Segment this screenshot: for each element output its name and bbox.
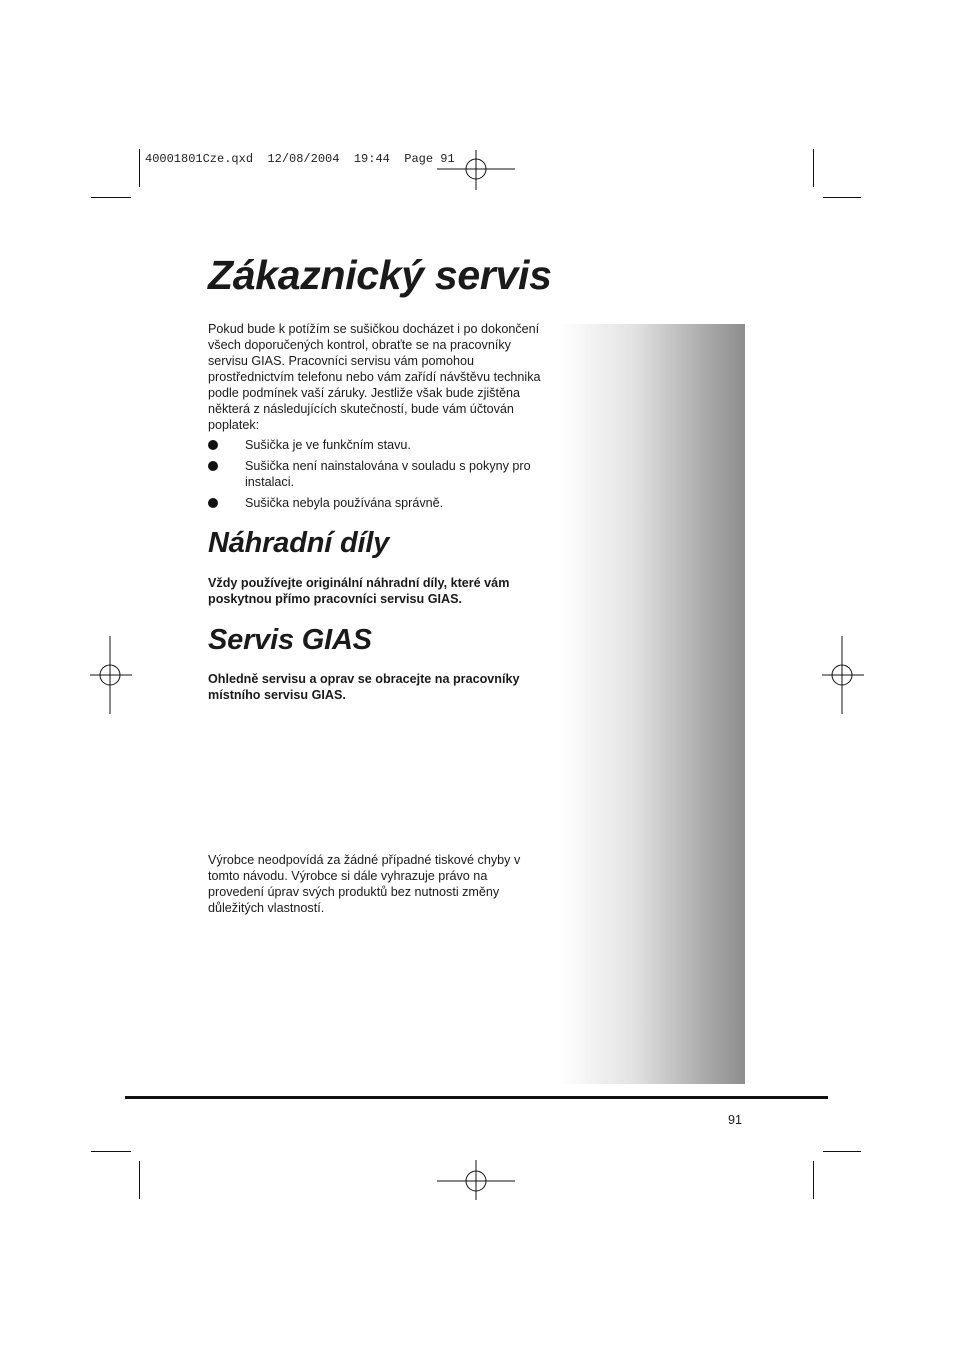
list-item-text: Sušička je ve funkčním stavu.: [245, 438, 411, 452]
list-item-text: instalaci.: [245, 475, 294, 489]
spare-parts-line: Vždy používejte originální náhradní díly, které vám: [208, 576, 510, 590]
intro-line: servisu GIAS. Pracovníci servisu vám pomohou: [208, 354, 474, 368]
bullet-icon: [208, 461, 218, 471]
registration-mark-top-icon: [437, 150, 517, 190]
disclaimer-line: důležitých vlastností.: [208, 901, 325, 915]
intro-line: všech doporučených kontrol, obraťte se na pracovníky: [208, 338, 511, 352]
disclaimer-paragraph: [208, 852, 553, 916]
list-item: [208, 437, 553, 453]
gias-service-heading: Servis GIAS: [208, 624, 372, 656]
condition-list: [208, 437, 553, 516]
disclaimer-line: provedení úprav svých produktů bez nutnosti změny: [208, 885, 500, 899]
intro-line: poplatek:: [208, 418, 260, 432]
intro-line: Pokud bude k potížím se sušičkou docházet i po dokončení: [208, 322, 540, 336]
page-number: 91: [728, 1113, 743, 1127]
bullet-icon: [208, 440, 218, 450]
intro-paragraph: [208, 321, 553, 433]
list-item-text: Sušička nebyla používána správně.: [245, 496, 444, 510]
gias-service-line: místního servisu GIAS.: [208, 688, 346, 702]
intro-line: prostřednictvím telefonu nebo vám zařídí návštěvu technika: [208, 370, 541, 384]
footer-rule: [125, 1096, 828, 1099]
spare-parts-text: [208, 575, 553, 607]
registration-mark-bottom-icon: [437, 1160, 517, 1200]
registration-mark-right-icon: [822, 636, 864, 714]
spare-parts-heading: Náhradní díly: [208, 527, 390, 559]
print-slug: 40001801Cze.qxd 12/08/2004 19:44 Page 91: [145, 152, 455, 166]
disclaimer-line: Výrobce neodpovídá za žádné případné tiskové chyby v: [208, 853, 521, 867]
intro-line: některá z následujících skutečností, bude vám účtován: [208, 402, 514, 416]
gradient-side-panel: [560, 324, 745, 1084]
list-item: [208, 495, 553, 511]
gias-service-text: [208, 671, 553, 703]
list-item-text: Sušička není nainstalována v souladu s pokyny pro: [245, 459, 531, 473]
registration-mark-left-icon: [90, 636, 132, 714]
spare-parts-line: poskytnou přímo pracovníci servisu GIAS.: [208, 592, 463, 606]
disclaimer-line: tomto návodu. Výrobce si dále vyhrazuje právo na: [208, 869, 488, 883]
page-title: Zákaznický servis: [208, 252, 552, 298]
list-item: [208, 458, 553, 490]
bullet-icon: [208, 498, 218, 508]
gias-service-line: Ohledně servisu a oprav se obracejte na pracovníky: [208, 672, 520, 686]
intro-line: podle podmínek vaší záruky. Jestliže však bude zjištěna: [208, 386, 520, 400]
